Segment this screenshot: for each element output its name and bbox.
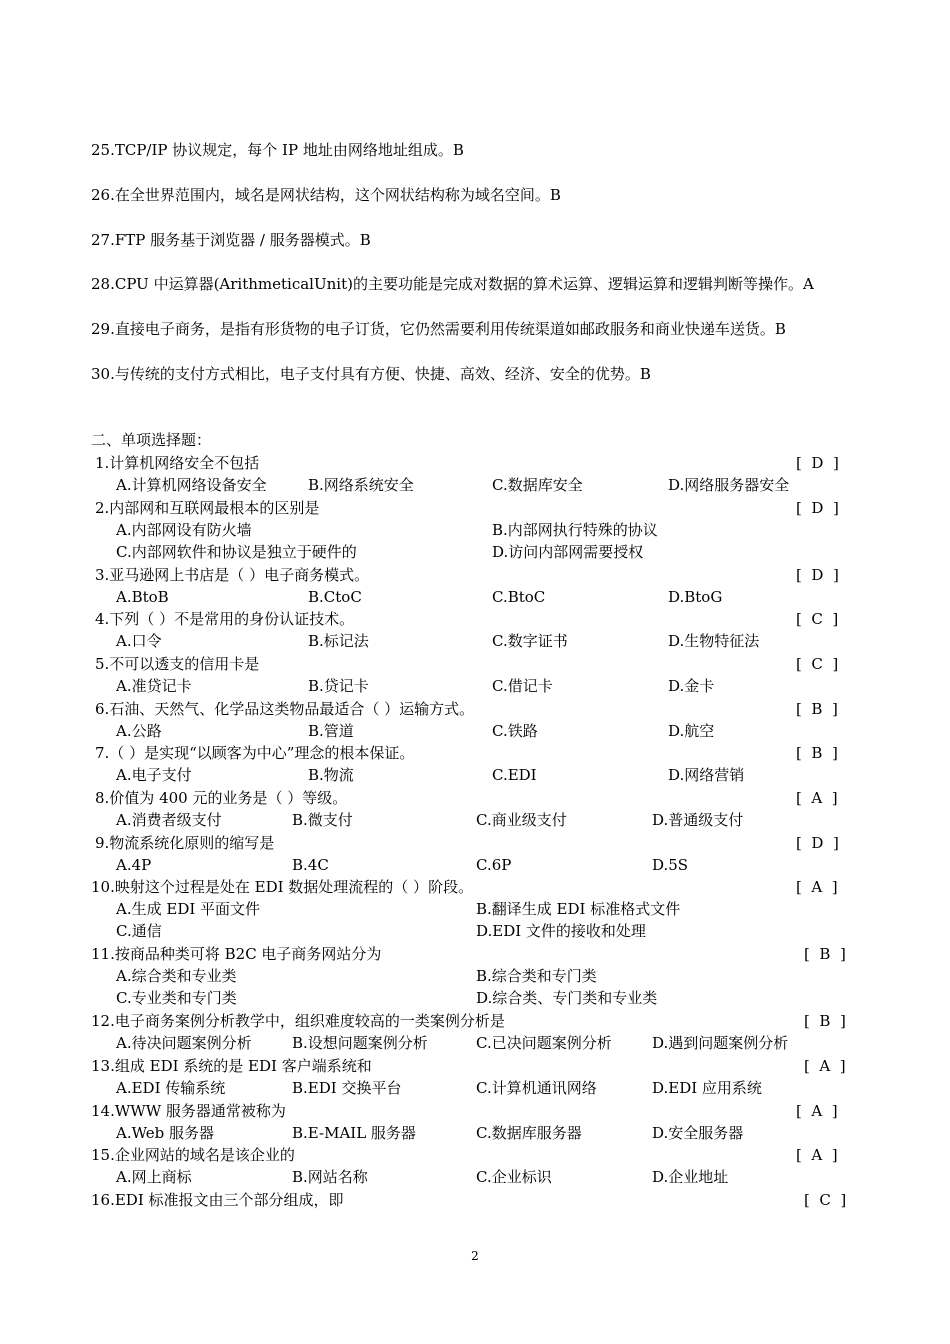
option: B.CtoC [308, 588, 362, 606]
judgment-item: 26.在全世界范围内，域名是网状结构，这个网状结构称为域名空间。B [91, 186, 561, 204]
answer-bracket: [ A ] [796, 878, 838, 896]
option: B.管道 [308, 722, 354, 740]
option: C.EDI [492, 766, 537, 784]
question-stem: 12.电子商务案例分析教学中，组织难度较高的一类案例分析是 [91, 1012, 505, 1030]
judgment-item: 25.TCP/IP 协议规定，每个 IP 地址由网络地址组成。B [91, 141, 464, 159]
question-row [0, 1055, 950, 1077]
option: D.访问内部网需要授权 [492, 543, 644, 561]
option: C.专业类和专门类 [116, 989, 237, 1007]
answer-bracket: [ D ] [796, 499, 839, 517]
option: A.内部网设有防火墙 [116, 521, 252, 539]
question-row [0, 452, 950, 474]
option-row [0, 764, 950, 786]
option-row [0, 1166, 950, 1188]
option: B.物流 [308, 766, 354, 784]
option: D.安全服务器 [652, 1124, 744, 1142]
answer-bracket: [ A ] [804, 1057, 846, 1075]
option-row [0, 809, 950, 831]
option-row [0, 987, 950, 1009]
option: A.消费者级支付 [116, 811, 222, 829]
question-row [0, 787, 950, 809]
answer-bracket: [ A ] [796, 1146, 838, 1164]
option: D.遇到问题案例分析 [652, 1034, 789, 1052]
question-row [0, 608, 950, 630]
answer-bracket: [ A ] [796, 789, 838, 807]
answer-bracket: [ A ] [796, 1102, 838, 1120]
option: B.E-MAIL 服务器 [292, 1124, 416, 1142]
question-row [0, 1100, 950, 1122]
option: A.网上商标 [116, 1168, 192, 1186]
option: B.网络系统安全 [308, 476, 414, 494]
option: C.通信 [116, 922, 162, 940]
question-stem: 8.价值为 400 元的业务是（ ）等级。 [95, 789, 348, 807]
judgment-item: 27.FTP 服务基于浏览器 / 服务器模式。B [91, 231, 371, 249]
question-stem: 7.（ ）是实现“以顾客为中心”理念的根本保证。 [95, 744, 415, 762]
option: B.网站名称 [292, 1168, 368, 1186]
question-stem: 16.EDI 标准报文由三个部分组成，即 [91, 1191, 344, 1209]
answer-bracket: [ B ] [804, 1012, 846, 1030]
option: D.生物特征法 [668, 632, 760, 650]
option: D.综合类、专门类和专业类 [476, 989, 658, 1007]
option-row [0, 586, 950, 608]
option: C.已决问题案例分析 [476, 1034, 612, 1052]
option: C.数据库服务器 [476, 1124, 582, 1142]
option: D.网络服务器安全 [668, 476, 790, 494]
option: C.计算机通讯网络 [476, 1079, 597, 1097]
question-stem: 2.内部网和互联网最根本的区别是 [95, 499, 320, 517]
option-row [0, 1032, 950, 1054]
option: C.铁路 [492, 722, 538, 740]
option: B.微支付 [292, 811, 353, 829]
answer-bracket: [ D ] [796, 454, 839, 472]
option: D.普通级支付 [652, 811, 744, 829]
option: C.借记卡 [492, 677, 553, 695]
option: C.内部网软件和协议是独立于硬件的 [116, 543, 357, 561]
option: D.企业地址 [652, 1168, 729, 1186]
option: A.4P [116, 856, 152, 874]
option-row [0, 720, 950, 742]
option: D.5S [652, 856, 689, 874]
option: A.EDI 传输系统 [116, 1079, 226, 1097]
answer-bracket: [ C ] [796, 655, 839, 673]
option: A.准贷记卡 [116, 677, 192, 695]
option: A.待决问题案例分析 [116, 1034, 252, 1052]
option: C.企业标识 [476, 1168, 552, 1186]
option: D.BtoG [668, 588, 723, 606]
question-stem: 4.下列（ ）不是常用的身份认证技术。 [95, 610, 355, 628]
option: A.口令 [116, 632, 162, 650]
question-row [0, 832, 950, 854]
option: C.6P [476, 856, 512, 874]
question-row [0, 876, 950, 898]
option: A.计算机网络设备安全 [116, 476, 267, 494]
answer-bracket: [ B ] [804, 945, 846, 963]
option: D.网络营销 [668, 766, 745, 784]
question-row [0, 1144, 950, 1166]
option: A.综合类和专业类 [116, 967, 237, 985]
question-stem: 15.企业网站的域名是该企业的 [91, 1146, 295, 1164]
option-row [0, 474, 950, 496]
question-stem: 11.按商品种类可将 B2C 电子商务网站分为 [91, 945, 382, 963]
page-number: 2 [471, 1249, 479, 1263]
question-stem: 9.物流系统化原则的缩写是 [95, 834, 275, 852]
option: D.金卡 [668, 677, 715, 695]
question-row [0, 564, 950, 586]
answer-bracket: [ D ] [796, 834, 839, 852]
option-row [0, 675, 950, 697]
option: D.EDI 文件的接收和处理 [476, 922, 646, 940]
question-stem: 13.组成 EDI 系统的是 EDI 客户端系统和 [91, 1057, 372, 1075]
option: B.标记法 [308, 632, 369, 650]
option: A.Web 服务器 [116, 1124, 215, 1142]
answer-bracket: [ C ] [804, 1191, 847, 1209]
option: B.EDI 交换平台 [292, 1079, 402, 1097]
option: D.航空 [668, 722, 715, 740]
option-row [0, 1122, 950, 1144]
option: C.商业级支付 [476, 811, 567, 829]
option: B.翻译生成 EDI 标准格式文件 [476, 900, 681, 918]
option: A.公路 [116, 722, 162, 740]
option-row [0, 630, 950, 652]
option: A.BtoB [116, 588, 169, 606]
judgment-item: 30.与传统的支付方式相比，电子支付具有方便、快捷、高效、经济、安全的优势。B [91, 365, 651, 383]
option: B.贷记卡 [308, 677, 369, 695]
option: B.内部网执行特殊的协议 [492, 521, 658, 539]
option-row [0, 898, 950, 920]
question-row [0, 1010, 950, 1032]
question-stem: 10.映射这个过程是处在 EDI 数据处理流程的（ ）阶段。 [91, 878, 474, 896]
option: C.数据库安全 [492, 476, 583, 494]
option: C.数字证书 [492, 632, 568, 650]
option-row [0, 965, 950, 987]
answer-bracket: [ C ] [796, 610, 839, 628]
option: B.设想问题案例分析 [292, 1034, 428, 1052]
question-row [0, 698, 950, 720]
answer-bracket: [ B ] [796, 744, 838, 762]
question-row [0, 497, 950, 519]
question-row [0, 742, 950, 764]
question-row [0, 1189, 950, 1211]
option: D.EDI 应用系统 [652, 1079, 762, 1097]
question-stem: 5.不可以透支的信用卡是 [95, 655, 260, 673]
question-row [0, 943, 950, 965]
question-stem: 1.计算机网络安全不包括 [95, 454, 260, 472]
judgment-item: 28.CPU 中运算器(ArithmeticalUnit)的主要功能是完成对数据的算术运算、逻辑运算和逻辑判断等操作。A [91, 275, 814, 293]
option: B.4C [292, 856, 329, 874]
option-row [0, 1077, 950, 1099]
question-stem: 3.亚马逊网上书店是（ ）电子商务模式。 [95, 566, 370, 584]
option-row [0, 920, 950, 942]
option-row [0, 541, 950, 563]
question-row [0, 653, 950, 675]
answer-bracket: [ D ] [796, 566, 839, 584]
option-row [0, 519, 950, 541]
answer-bracket: [ B ] [796, 700, 838, 718]
section-title: 二、单项选择题： [91, 431, 212, 449]
option: B.综合类和专门类 [476, 967, 597, 985]
option-row [0, 854, 950, 876]
question-stem: 14.WWW 服务器通常被称为 [91, 1102, 286, 1120]
option: C.BtoC [492, 588, 546, 606]
option: A.生成 EDI 平面文件 [116, 900, 261, 918]
option: A.电子支付 [116, 766, 192, 784]
question-stem: 6.石油、天然气、化学品这类物品最适合（ ）运输方式。 [95, 700, 475, 718]
judgment-item: 29.直接电子商务，是指有形货物的电子订货，它仍然需要利用传统渠道如邮政服务和商业快递车送货。B [91, 320, 786, 338]
